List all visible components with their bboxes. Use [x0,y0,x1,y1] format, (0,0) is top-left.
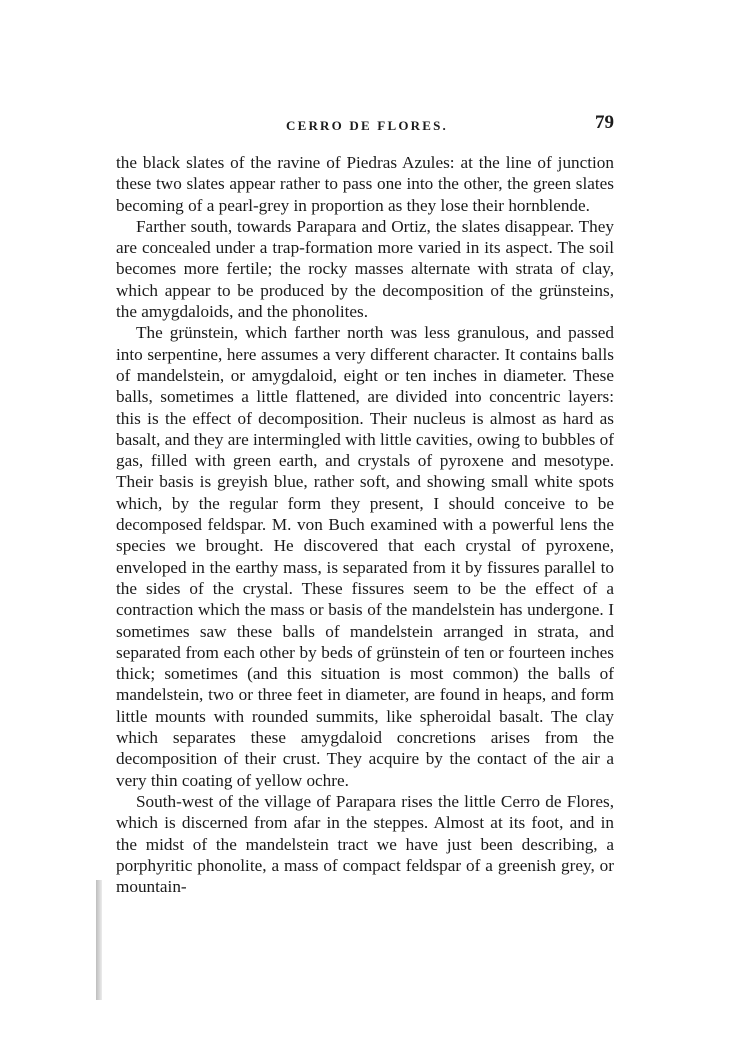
page-binding-shadow [96,880,102,1000]
paragraph: South-west of the village of Parapara rises the little Cerro de Flores, which is discerned from afar in the steppes. Almost at its foot, and in the midst of the mandelstein tract we have just been describing, a porphyritic phonolite, a mass of compact feldspar of a greenish grey, or mountain- [116,791,614,897]
running-title: CERRO DE FLORES. [286,118,448,133]
paragraph-continued: the black slates of the ravine of Piedras Azules: at the line of junction these two slates appear rather to pass one into the other, the green slates becoming of a pearl-grey in proportion as they lose their hornblende. [116,153,614,215]
book-page [116,112,614,897]
paragraph: The grünstein, which farther north was less granulous, and passed into serpentine, here assumes a very different character. It contains balls of mandelstein, or amygdaloid, eight or ten inches in diameter. These balls, sometimes a little flattened, are divided into concentric layers: this is the effect of decomposition. Their nucleus is almost as hard as basalt, and they are intermingled with little cavities, owing to bubbles of gas, filled with green earth, and crystals of pyroxene and mesotype. Their basis is greyish blue, rather soft, and showing small white spots which, by the regular form they present, I should conceive to be decomposed feldspar. M. von Buch examined with a powerful lens the species we brought. He discovered that each crystal of pyroxene, enveloped in the earthy mass, is separated from it by fissures parallel to the sides of the crystal. These fissures seem to be the effect of a contraction which the mass or basis of the mandelstein has undergone. I sometimes saw these balls of mandelstein arranged in strata, and separated from each other by beds of grünstein of ten or fourteen inches thick; sometimes (and this situation is most common) the balls of mandelstein, two or three feet in diameter, are found in heaps, and form little mounts with rounded summits, like spheroidal basalt. The clay which separates these amygdaloid concretions arises from the decomposition of their crust. They acquire by the contact of the air a very thin coating of yellow ochre. [116,323,614,790]
paragraph: Farther south, towards Parapara and Ortiz, the slates disappear. They are concealed under a trap-formation more varied in its aspect. The soil becomes more fertile; the rocky masses alternate with strata of clay, which appear to be produced by the decomposition of the grünsteins, the amygdaloids, and the phonolites. [116,216,614,322]
page-number: 79 [595,112,614,133]
running-header [116,112,614,140]
body-text [116,152,614,897]
